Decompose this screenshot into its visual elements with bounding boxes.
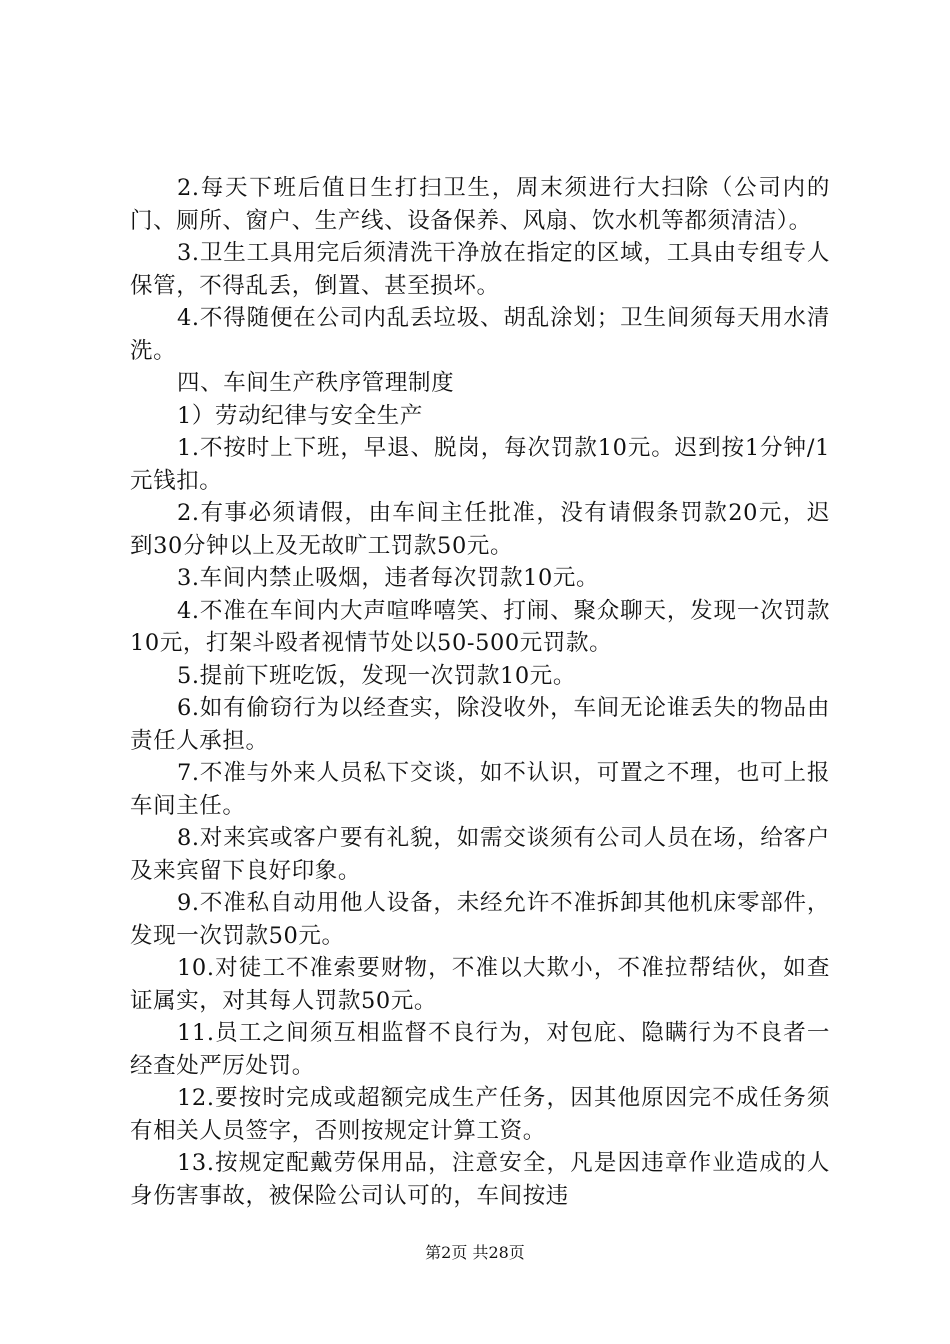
paragraph: 6.如有偷窃行为以经查实，除没收外，车间无论谁丢失的物品由责任人承担。 xyxy=(130,695,830,754)
document-body xyxy=(130,172,830,1212)
paragraph: 3.卫生工具用完后须清洗干净放在指定的区域，工具由专组专人保管，不得乱丢，倒置、甚至损坏。 xyxy=(130,240,830,299)
page-footer xyxy=(0,1242,950,1264)
paragraph: 2.有事必须请假，由车间主任批准，没有请假条罚款20元，迟到30分钟以上及无故旷工罚款50元。 xyxy=(130,500,830,559)
paragraph: 8.对来宾或客户要有礼貌，如需交谈须有公司人员在场，给客户及来宾留下良好印象。 xyxy=(130,825,830,884)
paragraph: 12.要按时完成或超额完成生产任务，因其他原因完不成任务须有相关人员签字，否则按规定计算工资。 xyxy=(130,1085,830,1144)
paragraph: 4.不准在车间内大声喧哗嘻笑、打闹、聚众聊天，发现一次罚款10元，打架斗殴者视情节处以50-500元罚款。 xyxy=(130,597,830,656)
page-number-label: 第2页 共28页 xyxy=(425,1243,525,1262)
paragraph: 3.车间内禁止吸烟，违者每次罚款10元。 xyxy=(177,565,600,591)
paragraph: 5.提前下班吃饭，发现一次罚款10元。 xyxy=(177,662,576,689)
paragraph: 10.对徒工不准索要财物，不准以大欺小，不准拉帮结伙，如查证属实，对其每人罚款50元。 xyxy=(130,955,830,1014)
paragraph: 1.不按时上下班，早退、脱岗，每次罚款10元。迟到按1分钟/1元钱扣。 xyxy=(130,435,830,494)
paragraph: 9.不准私自动用他人设备，未经允许不准拆卸其他机床零部件，发现一次罚款50元。 xyxy=(130,890,830,949)
paragraph: 13.按规定配戴劳保用品，注意安全，凡是因违章作业造成的人身伤害事故，被保险公司认可的，车间按违 xyxy=(130,1150,830,1209)
paragraph: 4.不得随便在公司内乱丢垃圾、胡乱涂划；卫生间须每天用水清洗。 xyxy=(130,305,830,364)
subsection-heading: 1）劳动纪律与安全生产 xyxy=(177,402,423,429)
section-heading: 四、车间生产秩序管理制度 xyxy=(177,370,455,396)
paragraph: 7.不准与外来人员私下交谈，如不认识，可置之不理，也可上报车间主任。 xyxy=(130,760,830,819)
paragraph: 11.员工之间须互相监督不良行为，对包庇、隐瞒行为不良者一经查处严厉处罚。 xyxy=(130,1020,830,1079)
paragraph: 2.每天下班后值日生打扫卫生，周末须进行大扫除（公司内的门、厕所、窗户、生产线、设备保养、风扇、饮水机等都须清洁）。 xyxy=(130,175,830,234)
